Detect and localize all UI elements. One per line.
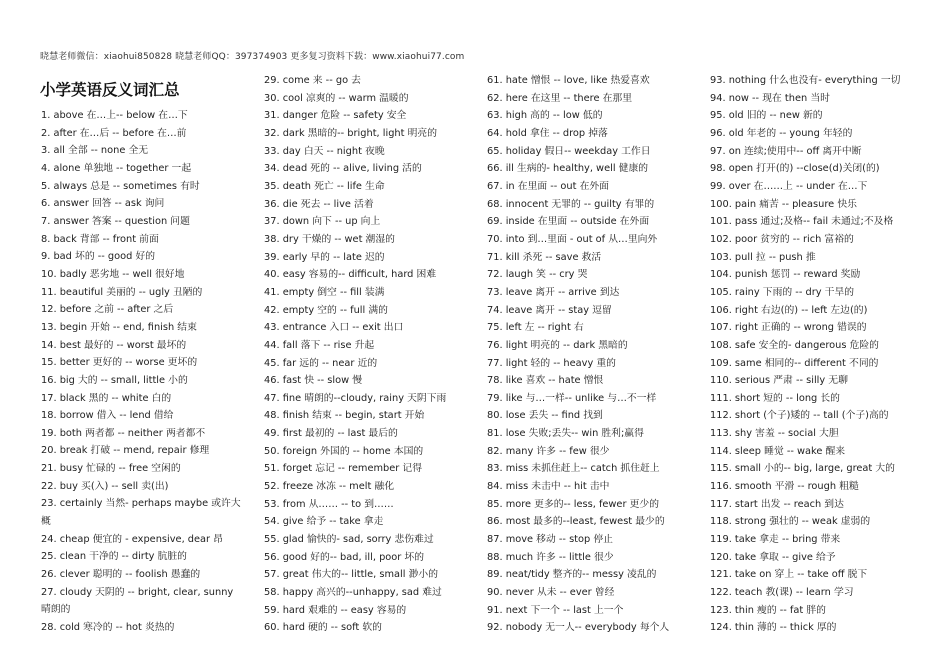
antonym-entry: 119. take 拿走 -- bring 带来 (710, 534, 841, 546)
antonym-entry: 49. first 最初的 -- last 最后的 (264, 428, 398, 440)
antonym-entry: 83. miss 未抓住赶上-- catch 抓住赶上 (487, 463, 660, 475)
antonym-entry: 96. old 年老的 -- young 年轻的 (710, 127, 853, 139)
antonym-entry: 100. pain 痛苦 -- pleasure 快乐 (710, 198, 857, 210)
antonym-entry: 113. shy 害羞 -- social 大胆 (710, 428, 839, 440)
antonym-entry: 56. good 好的-- bad, ill, poor 坏的 (264, 551, 425, 563)
antonym-entry: 76. light 明亮的 -- dark 黑暗的 (487, 339, 628, 351)
page-header-contact: 晓慧老师微信：xiaohui850828 晓慧老师QQ：397374903 更多复习资料下载：www.xiaohui77.com (40, 52, 465, 62)
antonym-entry: 26. clever 聪明的 -- foolish 愚蠢的 (41, 569, 201, 581)
antonym-entry: 52. freeze 冰冻 -- melt 融化 (264, 481, 395, 493)
antonym-entry: 1. above 在…上-- below 在…下 (41, 110, 188, 121)
antonym-entry: 103. pull 拉 -- push 推 (710, 251, 816, 263)
antonym-entry: 14. best 最好的 -- worst 最坏的 (41, 339, 187, 351)
antonym-entry: 109. same 相同的-- different 不同的 (710, 357, 879, 369)
antonym-entry: 118. strong 强壮的 -- weak 虚弱的 (710, 516, 871, 528)
antonym-entry: 43. entrance 入口 -- exit 出口 (264, 322, 404, 334)
antonym-entry: 89. neat/tidy 整齐的-- messy 凌乱的 (487, 569, 657, 581)
antonym-entry: 63. high 高的 -- low 低的 (487, 110, 603, 122)
antonym-entry: 20. break 打破 -- mend, repair 修理 (41, 445, 210, 457)
antonym-entry: 66. ill 生病的- healthy, well 健康的 (487, 163, 649, 175)
antonym-entry: 48. finish 结束 -- begin, start 开始 (264, 410, 425, 422)
antonym-entry: 54. give 给予 -- take 拿走 (264, 516, 384, 528)
antonym-entry: 27. cloudy 天阴的 -- bright, clear, sunny 晴朗的 (41, 586, 234, 616)
antonym-entry: 97. on 连续;使用中-- off 离开中断 (710, 145, 862, 157)
antonym-entry: 8. back 背部 -- front 前面 (41, 233, 159, 245)
antonym-entry: 116. smooth 平滑 -- rough 粗糙 (710, 481, 859, 493)
antonym-entry: 24. cheap 便宜的 - expensive, dear 昂 (41, 533, 223, 545)
antonym-entry: 28. cold 寒冷的 -- hot 炎热的 (41, 622, 175, 634)
antonym-entry: 36. die 死去 -- live 活着 (264, 198, 374, 210)
antonym-entry: 13. begin 开始 -- end, finish 结束 (41, 321, 197, 333)
antonym-entry: 67. in 在里面 -- out 在外面 (487, 180, 609, 192)
antonym-entry: 41. empty 倒空 -- fill 装满 (264, 286, 385, 298)
antonym-entry: 34. dead 死的 -- alive, living 活的 (264, 163, 422, 175)
antonym-entry: 53. from 从…… -- to 到…… (264, 498, 394, 510)
antonym-entry: 121. take on 穿上 -- take off 脱下 (710, 569, 868, 581)
antonym-entry: 17. black 黑的 -- white 白的 (41, 392, 172, 404)
antonym-entry: 6. answer 回答 -- ask 询问 (41, 198, 165, 210)
antonym-entry: 84. miss 未击中 -- hit 击中 (487, 481, 610, 493)
antonym-column-4 (710, 72, 922, 637)
antonym-entry: 70. into 到…里面 - out of 从…里向外 (487, 233, 658, 245)
document-title: 小学英语反义词汇总 (40, 81, 180, 99)
antonym-entry: 95. old 旧的 -- new 新的 (710, 110, 823, 122)
antonym-entry: 19. both 两者都 -- neither 两者都不 (41, 427, 206, 439)
antonym-entry: 38. dry 干燥的 -- wet 潮湿的 (264, 233, 395, 245)
antonym-entry: 88. much 许多 -- little 很少 (487, 551, 614, 563)
antonym-entry: 107. right 正确的 -- wrong 错误的 (710, 322, 867, 334)
antonym-entry: 74. leave 离开 -- stay 逗留 (487, 304, 612, 316)
antonym-entry: 86. most 最多的--least, fewest 最少的 (487, 516, 665, 528)
antonym-entry: 91. next 下一个 -- last 上一个 (487, 604, 624, 616)
antonym-entry: 112. short (个子)矮的 -- tall (个子)高的 (710, 410, 889, 422)
antonym-entry: 47. fine 晴朗的--cloudy, rainy 天阴下雨 (264, 392, 447, 404)
antonym-entry: 33. day 白天 -- night 夜晚 (264, 145, 385, 157)
antonym-entry: 21. busy 忙碌的 -- free 空闲的 (41, 463, 181, 475)
antonym-entry: 32. dark 黑暗的-- bright, light 明亮的 (264, 127, 437, 139)
antonym-entry: 78. like 喜欢 -- hate 憎恨 (487, 375, 604, 387)
antonym-entry: 120. take 拿取 -- give 给予 (710, 551, 836, 563)
antonym-entry: 9. bad 坏的 -- good 好的 (41, 251, 156, 263)
antonym-entry: 30. cool 凉爽的 -- warm 温暖的 (264, 92, 409, 104)
antonym-entry: 105. rainy 下雨的 -- dry 干旱的 (710, 286, 855, 298)
antonym-entry: 50. foreign 外国的 -- home 本国的 (264, 445, 424, 457)
antonym-entry: 7. answer 答案 -- question 问题 (41, 215, 190, 227)
antonym-entry: 110. serious 严肃 -- silly 无聊 (710, 375, 848, 387)
antonym-entry: 65. holiday 假日-- weekday 工作日 (487, 145, 651, 157)
antonym-entry: 11. beautiful 美丽的 -- ugly 丑陋的 (41, 286, 203, 298)
antonym-entry: 57. great 伟大的-- little, small 渺小的 (264, 569, 438, 581)
antonym-entry: 5. always 总是 -- sometimes 有时 (41, 180, 200, 192)
antonym-entry: 25. clean 干净的 -- dirty 肮脏的 (41, 551, 187, 563)
antonym-entry: 61. hate 憎恨 -- love, like 热爱喜欢 (487, 75, 650, 86)
antonym-entry: 15. better 更好的 -- worse 更坏的 (41, 357, 198, 369)
antonym-entry: 106. right 右边(的) -- left 左边(的) (710, 304, 868, 316)
antonym-entry: 40. easy 容易的-- difficult, hard 困难 (264, 269, 437, 281)
antonym-entry: 42. empty 空的 -- full 满的 (264, 304, 388, 316)
antonym-entry: 108. safe 安全的- dangerous 危险的 (710, 339, 879, 351)
antonym-entry: 77. light 轻的 -- heavy 重的 (487, 357, 616, 369)
antonym-entry: 29. come 来 -- go 去 (264, 75, 361, 86)
antonym-entry: 69. inside 在里面 -- outside 在外面 (487, 216, 650, 228)
antonym-column-2 (264, 72, 474, 637)
antonym-entry: 122. teach 教(课) -- learn 学习 (710, 587, 854, 599)
antonym-entry: 46. fast 快 -- slow 慢 (264, 375, 363, 387)
antonym-entry: 123. thin 瘦的 -- fat 胖的 (710, 604, 826, 616)
antonym-entry: 102. poor 贫穷的 -- rich 富裕的 (710, 233, 854, 245)
antonym-entry: 92. nobody 无一人-- everybody 每个人 (487, 622, 670, 634)
antonym-entry: 37. down 向下 -- up 向上 (264, 216, 381, 228)
antonym-entry: 3. all 全部 -- none 全无 (41, 145, 149, 157)
antonym-entry: 60. hard 硬的 -- soft 软的 (264, 622, 382, 634)
antonym-entry: 51. forget 忘记 -- remember 记得 (264, 463, 423, 475)
antonym-entry: 31. danger 危险 -- safety 安全 (264, 110, 407, 122)
antonym-entry: 111. short 短的 -- long 长的 (710, 392, 840, 404)
antonym-entry: 124. thin 薄的 -- thick 厚的 (710, 622, 837, 634)
antonym-entry: 117. start 出发 -- reach 到达 (710, 498, 844, 510)
antonym-entry: 87. move 移动 -- stop 停止 (487, 534, 613, 546)
antonym-entry: 58. happy 高兴的--unhappy, sad 难过 (264, 587, 442, 599)
antonym-entry: 94. now -- 现在 then 当时 (710, 92, 830, 104)
antonym-entry: 101. pass 通过;及格-- fail 未通过;不及格 (710, 216, 894, 228)
antonym-entry: 4. alone 单独地 -- together 一起 (41, 162, 192, 174)
antonym-entry: 115. small 小的-- big, large, great 大的 (710, 463, 895, 475)
antonym-entry: 18. borrow 借入 -- lend 借给 (41, 410, 174, 422)
antonym-entry: 75. left 左 -- right 右 (487, 322, 584, 334)
antonym-entry: 73. leave 离开 -- arrive 到达 (487, 286, 620, 298)
antonym-entry: 79. like 与…一样-- unlike 与…不一样 (487, 392, 657, 404)
antonym-entry: 45. far 远的 -- near 近的 (264, 357, 378, 369)
antonym-entry: 23. certainly 当然- perhaps maybe 或许大概 (41, 498, 241, 528)
antonym-entry: 22. buy 买(入) -- sell 卖(出) (41, 480, 169, 492)
antonym-entry: 114. sleep 睡觉 -- wake 醒来 (710, 445, 846, 457)
antonym-entry: 62. here 在这里 -- there 在那里 (487, 92, 632, 104)
antonym-column-3 (487, 72, 697, 637)
antonym-entry: 35. death 死亡 -- life 生命 (264, 180, 385, 192)
antonym-entry: 55. glad 愉快的- sad, sorry 悲伤难过 (264, 534, 434, 546)
antonym-entry: 2. after 在…后 -- before 在…前 (41, 127, 187, 139)
antonym-entry: 104. punish 惩罚 -- reward 奖励 (710, 269, 861, 281)
antonym-entry: 99. over 在……上 -- under 在…下 (710, 180, 868, 192)
antonym-entry: 80. lose 丢失 -- find 找到 (487, 410, 603, 422)
antonym-entry: 10. badly 恶劣地 -- well 很好地 (41, 268, 185, 280)
antonym-entry: 81. lose 失败;丢失-- win 胜利;赢得 (487, 428, 644, 440)
antonym-entry: 71. kill 杀死 -- save 救活 (487, 251, 602, 263)
antonym-entry: 90. never 从未 -- ever 曾经 (487, 587, 615, 599)
antonym-entry: 68. innocent 无罪的 -- guilty 有罪的 (487, 198, 655, 210)
antonym-entry: 72. laugh 笑 -- cry 哭 (487, 269, 588, 281)
antonym-entry: 59. hard 艰难的 -- easy 容易的 (264, 604, 407, 616)
antonym-entry: 93. nothing 什么也没有- everything 一切 (710, 75, 901, 86)
antonym-entry: 39. early 早的 -- late 迟的 (264, 251, 385, 263)
antonym-entry: 44. fall 落下 -- rise 升起 (264, 339, 375, 351)
antonym-column-1 (41, 107, 246, 637)
antonym-entry: 98. open 打开(的) --close(d)关闭(的) (710, 163, 880, 175)
antonym-entry: 82. many 许多 -- few 很少 (487, 445, 610, 457)
antonym-entry: 16. big 大的 -- small, little 小的 (41, 374, 188, 386)
antonym-entry: 12. before 之前 -- after 之后 (41, 304, 174, 316)
antonym-entry: 85. more 更多的-- less, fewer 更少的 (487, 498, 659, 510)
antonym-entry: 64. hold 拿住 -- drop 掉落 (487, 127, 608, 139)
